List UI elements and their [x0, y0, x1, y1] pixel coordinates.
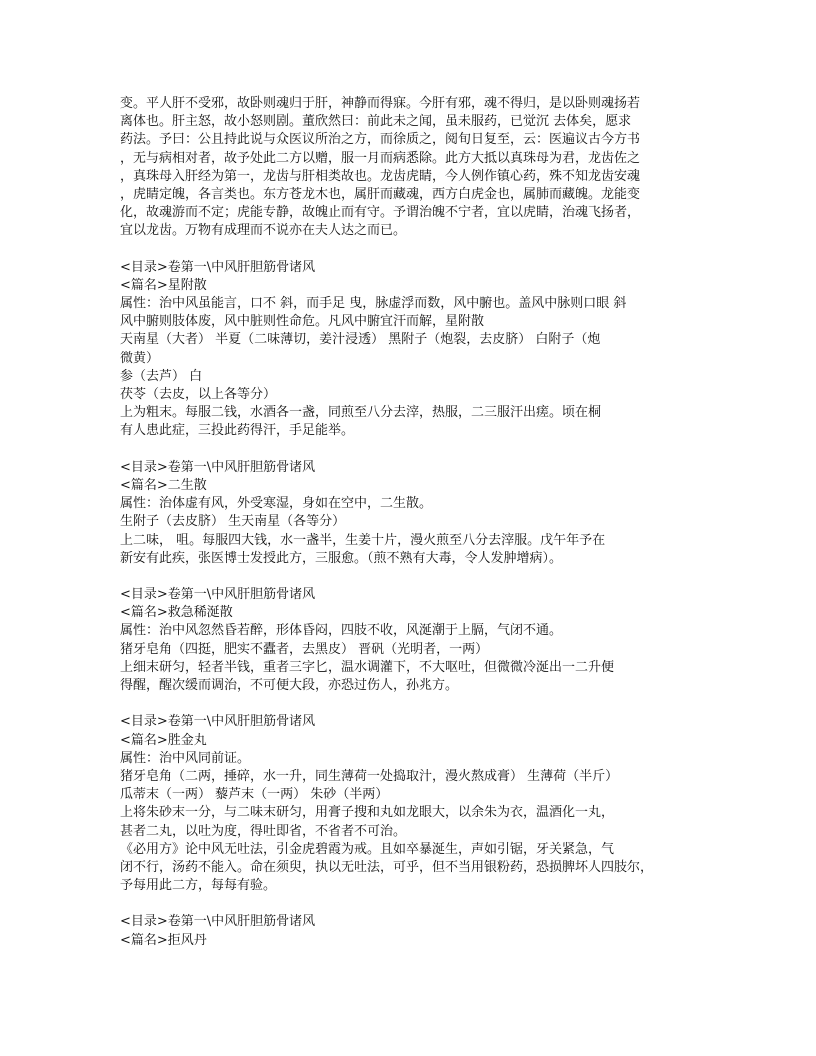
text-line: 上细末研匀，轻者半钱，重者三字匕，温水调灌下，不大呕吐，但微微冷涎出一二升便 [120, 659, 615, 675]
text-line: 属性：治中风忽然昏若醉，形体昏闷，四肢不收，风涎潮于上膈，气闭不通。 [120, 623, 563, 639]
text-line: 变。平人肝不受邪，故卧则魂归于肝，神静而得寐。今肝有邪，魂不得归，是以卧则魂扬若 [120, 96, 641, 111]
paragraph-gap [120, 895, 700, 913]
text-line: 上将朱砂末一分，与二味末研匀，用膏子搜和丸如龙眼大，以余朱为衣，温酒化一丸， [120, 805, 615, 821]
text-line: 属性：治中风同前证。 [120, 750, 251, 766]
text-line: <目录>卷第一\中风肝胆筋骨诸风 [120, 259, 316, 275]
text-line: <目录>卷第一\中风肝胆筋骨诸风 [120, 714, 316, 730]
text-line: 新安有此疾，张医博士发授此方，三服愈。（煎不熟有大毒，令人发肿增病）。 [120, 550, 563, 566]
text-line: <篇名>拒风丹 [120, 932, 207, 948]
text-line: 属性：治体虚有风，外受寒湿，身如在空中，二生散。 [120, 496, 433, 512]
text-line: 宜以龙齿。万物有成理而不说亦在夫人达之而已。 [120, 223, 407, 239]
text-line: 得醒，醒次缓而调治，不可便大段，亦恐过伤人，孙兆方。 [120, 678, 459, 693]
text-line: 猪牙皂角（二两，捶碎，水一升，同生薄荷一处捣取汁，漫火熬成膏） 生薄荷（半斤） [120, 768, 619, 784]
text-line: 药法。予曰：公且持此说与众医议所治之方，而徐质之，阅旬日复至，云：医遍议古今方书 [120, 132, 641, 148]
text-line: <篇名>救急稀涎散 [120, 605, 233, 621]
text-line: 属性：治中风虽能言，口不 斜，而手足 曳，脉虚浮而数，风中腑也。盖风中脉则口眼 斜 [120, 296, 627, 312]
text-line: <目录>卷第一\中风肝胆筋骨诸风 [120, 914, 316, 930]
text-line: 有人患此症，三投此药得汗，手足能举。 [120, 423, 355, 439]
text-line: <目录>卷第一\中风肝胆筋骨诸风 [120, 459, 316, 475]
text-line: 上二味， 咀。每服四大钱，水一盏半，生姜十片，漫火煎至八分去滓服。戊午年予在 [120, 532, 606, 548]
document-page [120, 95, 700, 950]
text-line: <目录>卷第一\中风肝胆筋骨诸风 [120, 587, 316, 603]
paragraph-gap [120, 441, 700, 459]
text-line: <篇名>星附散 [120, 277, 207, 293]
text-line: 天南星（大者） 半夏（二味薄切，姜汁浸透） 黑附子（炮裂，去皮脐） 白附子（炮 [120, 332, 601, 348]
text-line: 瓜蒂末（一两） 藜芦末（一两） 朱砂（半两） [120, 787, 389, 803]
text-line: 上为粗末。每服二钱，水酒各一盏，同煎至八分去滓，热服，二三服汗出瘥。顷在桐 [120, 405, 602, 421]
text-line: 《必用方》论中风无吐法，引金虎碧霞为戒。且如卒暴涎生，声如引锯，牙关紧急，气 [120, 841, 615, 857]
text-line: 生附子（去皮脐） 生天南星（各等分） [120, 514, 346, 530]
text-line: 闭不行，汤药不能入。命在须臾，执以无吐法，可乎，但不当用银粉药，恐损脾坏人四肢尔， [120, 859, 654, 875]
text-line: 予每用此二方，每每有验。 [120, 878, 277, 894]
text-line: <篇名>胜金丸 [120, 732, 207, 748]
paragraph-gap [120, 241, 700, 259]
text-line: 茯苓（去皮，以上各等分） [120, 387, 277, 402]
paragraph-gap [120, 695, 700, 713]
text-line: 风中腑则肢体废，风中脏则性命危。凡风中腑宜汗而解，星附散 [120, 314, 485, 330]
text-line: 参（去芦） 白 [120, 368, 203, 384]
text-line: 微黄） [120, 350, 160, 366]
text-line: 化，故魂游而不定；虎能专静，故魄止而有守。予谓治魄不宁者，宜以虎睛，治魂飞扬者， [120, 205, 641, 221]
text-line: <篇名>二生散 [120, 477, 207, 493]
text-line: 离体也。肝主怒，故小怒则剧。董欣然曰：前此未之闻，虽未服药，已觉沉 去体矣，愿求 [120, 114, 632, 130]
text-line: ，真珠母入肝经为第一，龙齿与肝相类故也。龙齿虎睛，今人例作镇心药，殊不知龙齿安魂 [120, 168, 641, 184]
text-line: ，虎睛定魄，各言类也。东方苍龙木也，属肝而藏魂，西方白虎金也，属肺而藏魄。龙能变 [120, 186, 641, 202]
text-line: 猪牙皂角（四挺，肥实不蠹者，去黑皮） 晋矾（光明者，一两） [120, 641, 489, 657]
paragraph-gap [120, 568, 700, 586]
text-line: ，无与病相对者，故予处此二方以赠，服一月而病悉除。此方大抵以真珠母为君，龙齿佐之 [120, 150, 641, 166]
text-line: 甚者二丸，以吐为度，得吐即省，不省者不可治。 [120, 823, 407, 839]
